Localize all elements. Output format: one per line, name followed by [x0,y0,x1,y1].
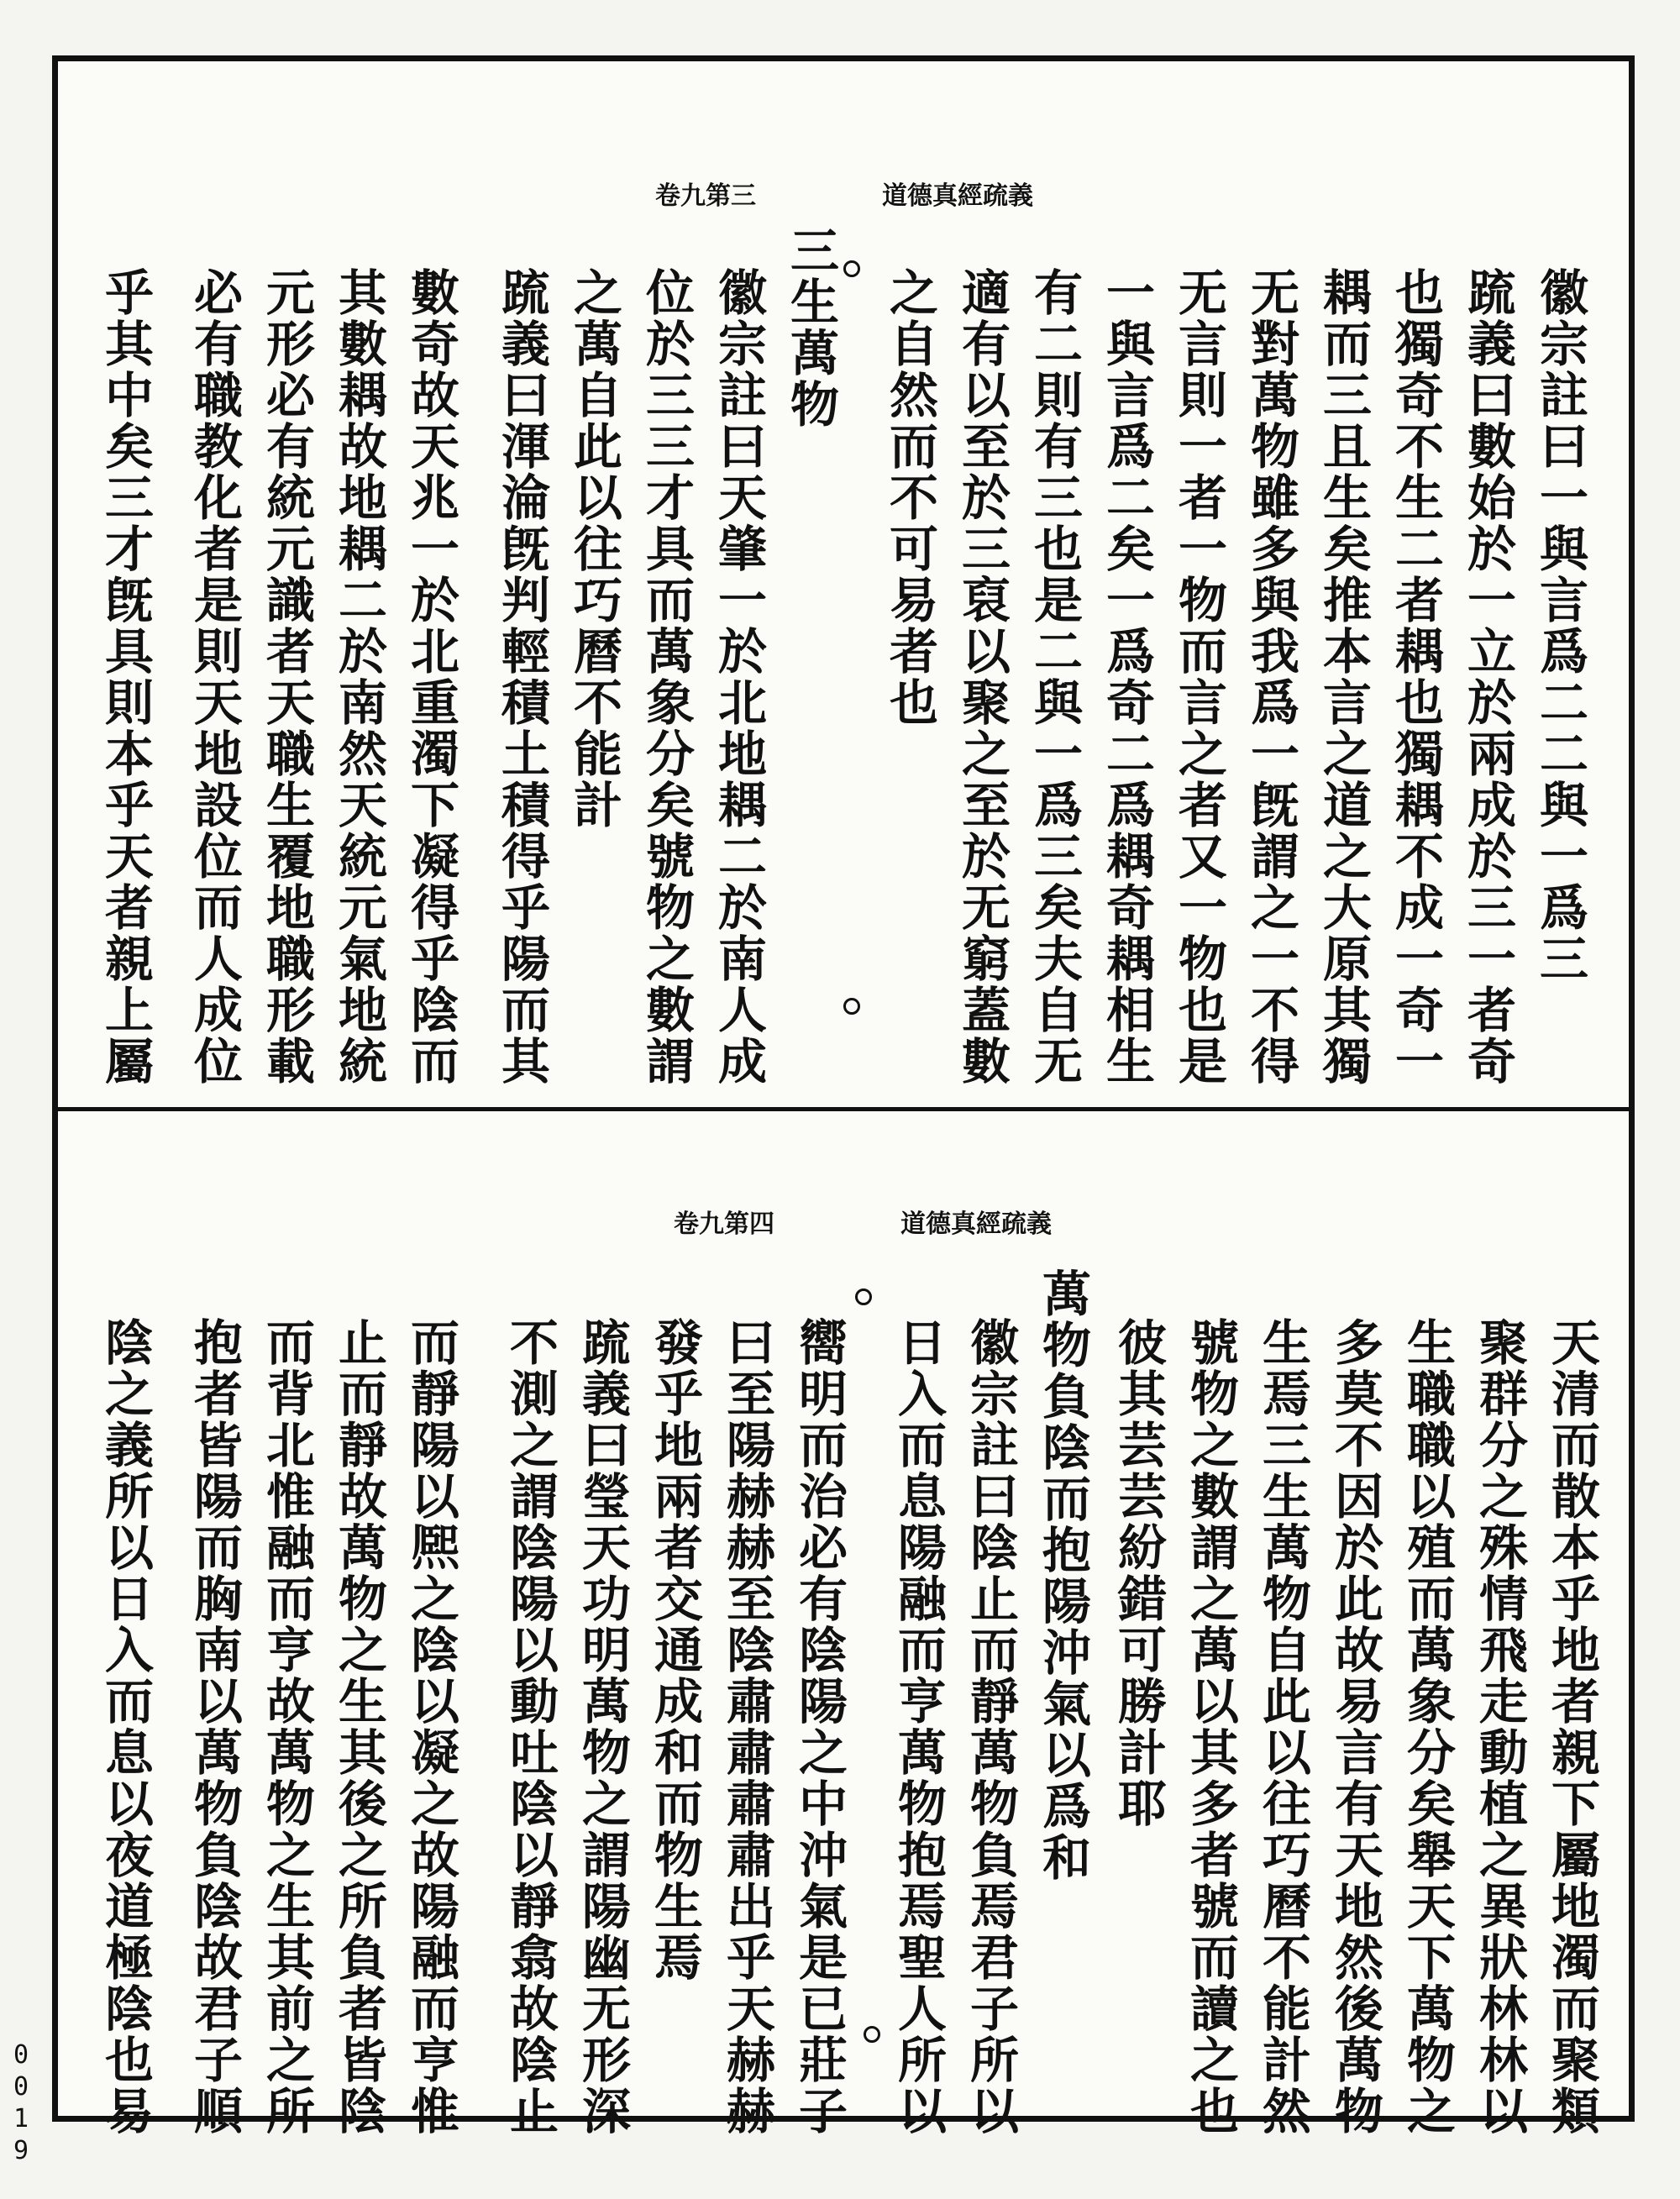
bottom-col-8: 萬物負陰而抱陽沖氣以爲和 [1034,1268,1091,1883]
bottom-col-18: 而背北惟融而亨故萬物之生其前之所 [258,1317,315,2137]
bottom-col-10: 日入而息陽融而亨萬物抱焉聖人所以 [890,1317,947,2137]
top-header-volume: 卷九第三 [655,181,756,211]
page-number [7,2039,35,2167]
top-col-11: 三生萬物 [782,225,839,430]
half-divider [52,1107,1635,1111]
bottom-col-20: 陰之義所以日入而息以夜道極陰也易 [97,1317,154,2137]
circle-mark-icon [843,998,860,1015]
bottom-col-17: 止而靜故萬物之生其後之所負者皆陰 [330,1317,387,2137]
bottom-col-9: 徽宗註曰陰止而靜萬物負焉君子所以 [962,1317,1019,2137]
top-col-13: 位於三三才具而萬象分矣號物之數謂 [638,267,695,1087]
top-col-12: 徽宗註曰天肇一於北地耦二於南人成 [710,267,767,1087]
bottom-col-5: 生焉三生萬物自此以往巧曆不能計然 [1254,1317,1311,2137]
top-col-20: 乎其中矣三才旣具則本乎天者親上屬 [97,267,154,1087]
circle-mark-icon [864,2026,880,2043]
top-col-17: 其數耦故地耦二於南然天統元氣地統 [330,267,387,1087]
top-col-3: 也獨奇不生二者耦也獨耦不成一奇一 [1387,267,1444,1087]
top-header-title: 道德真經疏義 [882,181,1033,211]
top-col-18: 元形必有統元識者天職生覆地職形載 [258,267,315,1087]
top-col-15: 䟽義曰渾淪旣判輕積土積得乎陽而其 [493,267,550,1087]
page-number-digit: 1 [13,2104,29,2133]
bottom-col-16: 而靜陽以熈之陰以凝之故陽融而亨惟 [402,1317,459,2137]
bottom-col-2: 聚群分之殊情飛走動植之異狀林林以 [1471,1317,1528,2137]
top-col-9: 適有以至於三裒以聚之至於无窮蓋數 [953,267,1011,1087]
bottom-col-12: 曰至陽赫赫至陰肅肅肅肅出乎天赫赫 [718,1317,775,2137]
bottom-col-13: 發乎地兩者交通成和而物生焉 [646,1317,703,1983]
bottom-col-4: 多莫不因於此故易言有天地然後萬物 [1326,1317,1383,2137]
top-col-10: 之自然而不可易者也 [881,267,938,728]
bottom-col-1: 天清而散本乎地者親下屬地濁而聚類 [1543,1317,1600,2137]
top-col-6: 无言則一者一物而言之者又一物也是 [1170,267,1227,1087]
bottom-col-7: 彼其芸芸紛錯可勝計耶 [1110,1317,1167,1829]
bottom-header-volume: 卷九第四 [674,1210,774,1239]
circle-mark-icon [843,260,860,277]
page-number-digit: 0 [13,2072,29,2102]
top-col-8: 有二則有三也是二與一爲三矣夫自无 [1026,267,1083,1087]
bottom-col-3: 生職職以殖而萬象分矣舉天下萬物之 [1399,1317,1456,2137]
bottom-col-6: 號物之數謂之萬以其多者號而讀之也 [1182,1317,1239,2137]
bottom-col-11: 嚮明而治必有陰陽之中沖氣是已莊子 [790,1317,848,2137]
top-col-5: 无對萬物雖多與我爲一旣謂之一不得 [1242,267,1299,1087]
bottom-col-15: 不測之謂陰陽以動吐陰以靜翕故陰止 [501,1317,559,2137]
top-col-1: 徽宗註曰一與言爲二二與一爲三 [1531,267,1588,984]
bottom-col-19: 抱者皆陽而胸南以萬物負陰故君子順 [186,1317,243,2137]
top-col-2: 䟽義曰數始於一立於兩成於三一者奇 [1459,267,1516,1087]
top-col-16: 數奇故天兆一於北重濁下凝得乎陰而 [402,267,459,1087]
bottom-col-14: 䟽義曰瑩天功明萬物之謂陽幽无形深 [574,1317,631,2137]
top-col-19: 必有職教化者是則天地設位而人成位 [186,267,243,1087]
top-col-14: 之萬自此以往巧曆不能計 [565,267,622,831]
page-number-digit: 9 [13,2136,29,2165]
top-col-4: 耦而三且生矣推本言之道之大原其獨 [1315,267,1372,1087]
page-number-digit: 0 [13,2040,29,2070]
bottom-header-title: 道德真經疏義 [900,1210,1052,1239]
top-col-7: 一與言爲二矣一爲奇二爲耦奇耦相生 [1098,267,1155,1087]
circle-mark-icon [855,1288,872,1305]
